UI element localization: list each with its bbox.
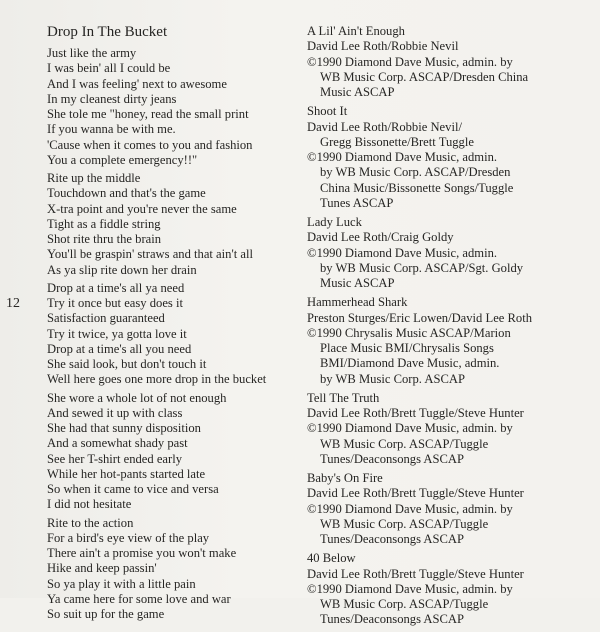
credit-song-title: Baby's On Fire (307, 471, 383, 485)
lyric-line: So when it came to vice and versa (47, 482, 219, 496)
lyrics-stanzas (47, 46, 302, 622)
credit-block (307, 215, 597, 291)
credit-writers: David Lee Roth/Robbie Nevil (307, 39, 459, 54)
lyric-stanza (47, 391, 302, 513)
lyric-line: She had that sunny disposition (47, 421, 201, 435)
credit-block (307, 471, 597, 547)
lyric-line: For a bird's eye view of the play (47, 530, 210, 545)
credit-block (307, 104, 597, 211)
credit-song-title: 40 Below (307, 551, 356, 566)
lyric-line: And a somewhat shady past (47, 436, 188, 451)
lyric-line: She wore a whole lot of not enough (47, 390, 227, 405)
credit-copyright-line: Music ASCAP (320, 85, 395, 99)
lyric-line: Try it once but easy does it (47, 296, 183, 310)
credit-copyright-line: WB Music Corp. ASCAP/Dresden China (320, 69, 529, 84)
credit-song-title: Lady Luck (307, 215, 362, 229)
credit-block (307, 295, 597, 387)
credit-block (307, 551, 597, 627)
lyric-line: I did not hesitate (47, 497, 132, 512)
lyric-line: Drop at a time's all you need (47, 341, 192, 356)
credit-copyright-line: ©1990 Chrysalis Music ASCAP/Marion (307, 325, 511, 340)
credit-copyright-line: by WB Music Corp. ASCAP/Sgt. Goldy (320, 260, 524, 275)
credits-column (307, 24, 597, 632)
credit-block (307, 24, 597, 100)
credit-song-title: Shoot It (307, 104, 348, 119)
lyric-line: So suit up for the game (47, 607, 165, 621)
lyric-line: Drop at a time's all ya need (47, 280, 185, 295)
credit-copyright-line: Tunes/Deaconsongs ASCAP (320, 612, 465, 627)
credit-copyright-line: WB Music Corp. ASCAP/Tuggle (320, 436, 489, 451)
credit-copyright-line: Tunes/Deaconsongs ASCAP (320, 451, 465, 466)
lyric-line: Well here goes one more drop in the bucket (47, 372, 267, 387)
lyric-line: You'll be graspin' straws and that ain't all (47, 247, 253, 262)
lyric-line: Tight as a fiddle string (47, 216, 161, 231)
lyric-line: As ya slip rite down her drain (47, 262, 197, 277)
lyric-line: See her T-shirt ended early (47, 451, 182, 466)
credit-copyright-line: China Music/Bissonette Songs/Tuggle (320, 180, 514, 195)
lyric-line: Satisfaction guaranteed (47, 311, 165, 326)
credit-writers: David Lee Roth/Brett Tuggle/Steve Hunter (307, 406, 524, 420)
lyric-line: She said look, but don't touch it (47, 357, 207, 371)
credit-copyright-line: ©1990 Diamond Dave Music, admin. by (307, 421, 513, 436)
lyric-line: While her hot-pants started late (47, 466, 206, 481)
lyric-line: Try it twice, ya gotta love it (47, 326, 187, 341)
lyrics-column (47, 24, 302, 625)
credit-copyright-line: Music ASCAP (320, 276, 395, 290)
lyric-line: She tole me "honey, read the small print (47, 107, 249, 121)
credit-block (307, 391, 597, 467)
lyric-line: 'Cause when it comes to you and fashion (47, 137, 253, 152)
lyric-line: Shot rite thru the brain (47, 232, 162, 246)
credit-copyright-line: ©1990 Diamond Dave Music, admin. (307, 150, 498, 164)
lyric-line: You a complete emergency!!" (47, 152, 198, 167)
credit-copyright-line: ©1990 Diamond Dave Music, admin. by (307, 54, 513, 69)
lyric-stanza (47, 516, 302, 623)
lyric-line: Hike and keep passin' (47, 561, 157, 576)
credit-copyright-line: by WB Music Corp. ASCAP/Dresden (320, 165, 511, 180)
lyric-line: And sewed it up with class (47, 405, 183, 420)
credit-copyright-line: by WB Music Corp. ASCAP (320, 371, 465, 386)
credit-copyright-line: ©1990 Diamond Dave Music, admin. (307, 245, 498, 260)
lyric-line: X-tra point and you're never the same (47, 201, 237, 216)
song-title: Drop In The Bucket (47, 24, 168, 40)
lyric-line: Rite up the middle (47, 171, 141, 185)
lyric-line: Rite to the action (47, 515, 134, 530)
lyric-line: In my cleanest dirty jeans (47, 91, 177, 106)
lyric-line: If you wanna be with me. (47, 122, 176, 137)
credit-song-title: A Lil' Ain't Enough (307, 24, 405, 38)
credit-writers: Gregg Bissonette/Brett Tuggle (320, 134, 474, 149)
credit-song-title: Hammerhead Shark (307, 295, 408, 310)
credit-copyright-line: ©1990 Diamond Dave Music, admin. by (307, 501, 513, 516)
lyric-line: Just like the army (47, 46, 137, 60)
credit-writers: David Lee Roth/Robbie Nevil/ (307, 119, 462, 134)
credit-copyright-line: Tunes/Deaconsongs ASCAP (320, 532, 465, 546)
credit-copyright-line: WB Music Corp. ASCAP/Tuggle (320, 597, 489, 611)
credit-writers: David Lee Roth/Craig Goldy (307, 230, 454, 245)
lyric-stanza (47, 46, 302, 168)
page-number: 12 (6, 296, 20, 311)
lyric-line: And I was feeling' next to awesome (47, 76, 227, 91)
credit-copyright-line: Place Music BMI/Chrysalis Songs (320, 341, 494, 355)
credit-writers: David Lee Roth/Brett Tuggle/Steve Hunter (307, 566, 524, 581)
credit-writers: Preston Sturges/Eric Lowen/David Lee Roth (307, 310, 533, 325)
credit-writers: David Lee Roth/Brett Tuggle/Steve Hunter (307, 486, 524, 501)
lyric-line: Touchdown and that's the game (47, 186, 206, 201)
lyric-line: So ya play it with a little pain (47, 576, 196, 591)
lyric-stanza (47, 281, 302, 388)
credit-song-title: Tell The Truth (307, 390, 380, 405)
credit-copyright-line: ©1990 Diamond Dave Music, admin. by (307, 581, 513, 596)
credit-copyright-line: WB Music Corp. ASCAP/Tuggle (320, 516, 489, 531)
lyric-stanza (47, 171, 302, 278)
lyric-line: There ain't a promise you won't make (47, 546, 237, 560)
credit-copyright-line: BMI/Diamond Dave Music, admin. (320, 356, 500, 371)
lyric-line: Ya came here for some love and war (47, 591, 231, 606)
credit-copyright-line: Tunes ASCAP (320, 195, 394, 210)
lyric-line: I was bein' all I could be (47, 61, 171, 76)
